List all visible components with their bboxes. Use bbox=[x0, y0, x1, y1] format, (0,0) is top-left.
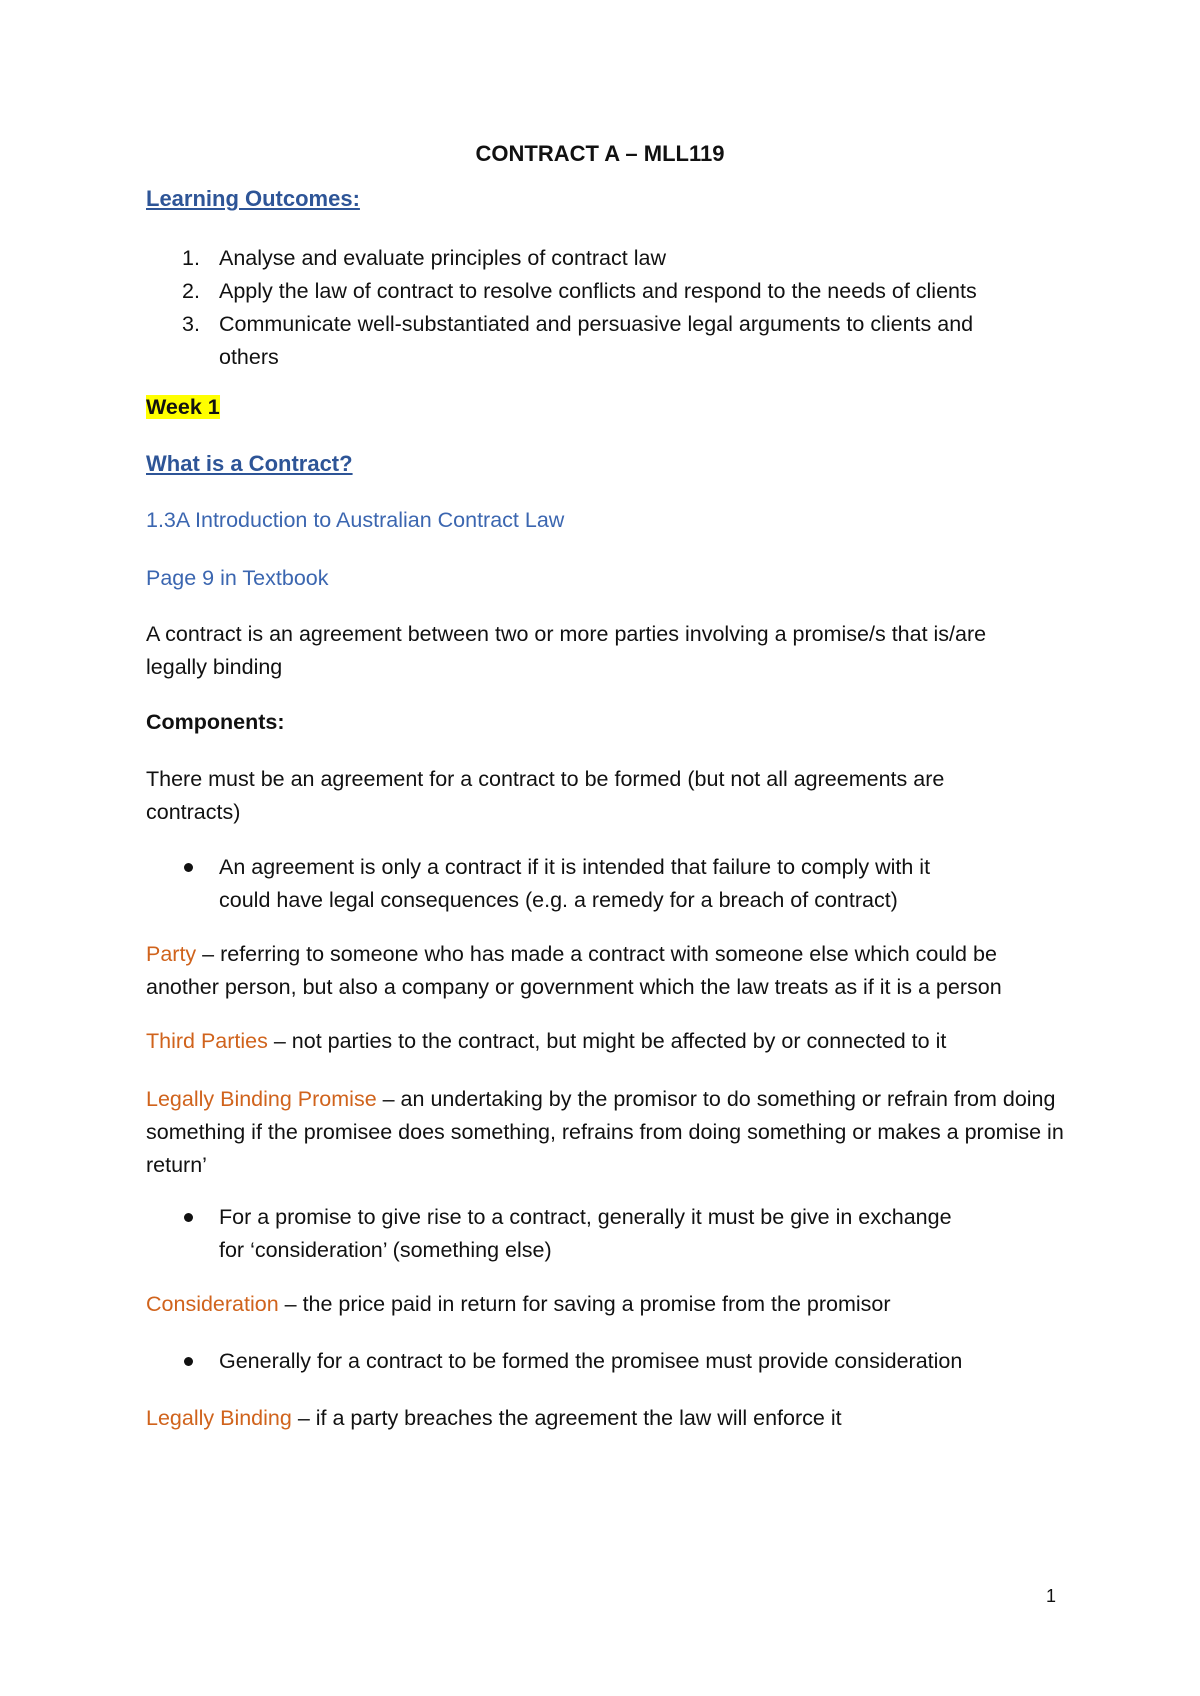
bullet-item bbox=[146, 851, 1066, 917]
agreement-paragraph: There must be an agreement for a contract to be formed (but not all agreements are contracts) bbox=[146, 767, 945, 824]
outcomes-list bbox=[146, 242, 1066, 374]
outcome-item bbox=[146, 275, 1066, 308]
party-definition bbox=[146, 938, 1066, 1004]
learning-outcomes-label: Learning Outcomes: bbox=[146, 186, 360, 211]
party-term: Party bbox=[146, 942, 197, 966]
bullet-dot-icon bbox=[184, 863, 193, 872]
bullet-text: For a promise to give rise to a contract, generally it must be give in exchange for ‘consideration’ (something else) bbox=[219, 1205, 952, 1262]
bullet-text: Generally for a contract to be formed the promisee must provide consideration bbox=[219, 1349, 963, 1373]
promise-term: Legally Binding Promise bbox=[146, 1087, 377, 1111]
bullet-item bbox=[146, 1345, 1066, 1378]
legally-binding-term: Legally Binding bbox=[146, 1406, 292, 1430]
outcome-number: 1. bbox=[182, 246, 200, 270]
bullet-dot-icon bbox=[184, 1357, 193, 1366]
consideration-term: Consideration bbox=[146, 1292, 279, 1316]
subheading: 1.3A Introduction to Australian Contract Law bbox=[146, 508, 565, 532]
learning-outcomes-heading bbox=[146, 182, 1066, 216]
legally-binding-definition bbox=[146, 1402, 1066, 1435]
consideration-description: – the price paid in return for saving a promise from the promisor bbox=[278, 1292, 891, 1316]
bullet-item bbox=[146, 1201, 1066, 1267]
bullet-text: An agreement is only a contract if it is intended that failure to comply with it could have legal consequences (e.g. a remedy for a breach of contract) bbox=[219, 855, 931, 912]
section-heading-line bbox=[146, 447, 1066, 481]
bullet-dot-icon bbox=[184, 1213, 193, 1222]
outcome-item bbox=[146, 242, 1066, 275]
page-reference: Page 9 in Textbook bbox=[146, 566, 329, 590]
outcome-number: 3. bbox=[182, 312, 200, 336]
document-title: CONTRACT A – MLL119 bbox=[475, 141, 725, 166]
week-label: Week 1 bbox=[146, 395, 220, 419]
outcome-text: Communicate well-substantiated and persuasive legal arguments to clients and others bbox=[219, 312, 974, 369]
consideration-definition bbox=[146, 1288, 1066, 1321]
section-heading: What is a Contract? bbox=[146, 451, 353, 476]
third-parties-term: Third Parties bbox=[146, 1029, 268, 1053]
contract-definition: A contract is an agreement between two or more parties involving a promise/s that is/are legally binding bbox=[146, 622, 987, 679]
components-heading: Components: bbox=[146, 710, 285, 734]
outcome-number: 2. bbox=[182, 279, 200, 303]
page-number: 1 bbox=[1046, 1586, 1057, 1606]
outcome-text: Analyse and evaluate principles of contract law bbox=[219, 246, 666, 270]
legally-binding-description: – if a party breaches the agreement the law will enforce it bbox=[291, 1406, 842, 1430]
party-description: – referring to someone who has made a contract with someone else which could be another person, but also a company or government which the law treats as if it is a person bbox=[146, 942, 1002, 999]
outcome-text: Apply the law of contract to resolve conflicts and respond to the needs of clients bbox=[219, 279, 977, 303]
promise-definition bbox=[146, 1083, 1066, 1182]
week-label-line bbox=[146, 391, 1066, 424]
third-parties-definition bbox=[146, 1025, 1066, 1058]
promise-description: – an undertaking by the promisor to do something or refrain from doing something if the promisee does something, refrains from doing something or makes a promise in return’ bbox=[146, 1087, 1064, 1177]
outcome-item bbox=[146, 308, 1066, 374]
third-parties-description: – not parties to the contract, but might be affected by or connected to it bbox=[267, 1029, 947, 1053]
